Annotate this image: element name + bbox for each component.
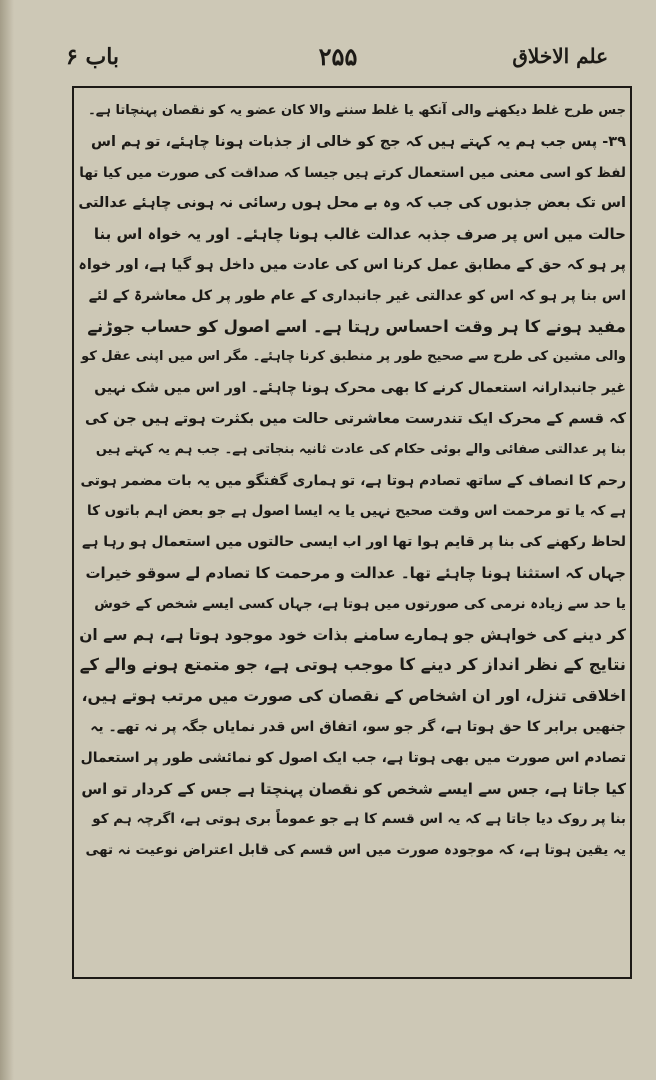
text-line: جس طرح غلط دیکھنے والی آنکھ یا غلط سننے والا کان عضو یہ کو نقصان پہنچاتا ہے۔ [88, 103, 626, 118]
text-line: والی مشین کی طرح سے صحیح طور پر منطبق کرنا چاہئے۔ مگر اس میں اپنی عقل کو [81, 349, 626, 365]
text-line: مفید ہونے کا ہر وقت احساس رہتا ہے۔ اسے اصول کو حساب جوڑنے [87, 316, 626, 336]
text-line: اس بنا پر ہو کہ اس کو عدالتی غیر جانبداری کے عام طور پر کل معاشرۃ کے لئے [88, 287, 626, 304]
text-line: ہے کہ یا تو مرحمت اس وقت صحیح نہیں یا یہ ایسا اصول ہے جو بعض اہم باتوں کا [87, 503, 626, 520]
text-line: لفظ کو اسی معنی میں استعمال کرتے ہیں جیسا کہ صداقت کی صورت میں کیا تھا [79, 164, 626, 181]
text-line: یا حد سے زیادہ نرمی کی صورتوں میں ہوتا ہے، جہاں کسی ایسے شخص کے خوش [94, 595, 626, 612]
text-line: اس تک بعض جذبوں کی جب کہ وہ بے محل ہوں رسائی نہ ہونی چاہئے عدالتی [78, 195, 626, 212]
text-line: کیا جاتا ہے، جس سے ایسے شخص کو نقصان پہنچتا ہے جس کے کردار تو اس [81, 779, 626, 798]
text-line: رحم کا انصاف کے ساتھ تصادم ہوتا ہے، تو ہماری گفتگو میں یہ بات مضمر ہوتی [80, 472, 626, 489]
page-gutter-shadow [0, 0, 14, 1080]
text-line: جہاں کہ استثنا ہونا چاہئے تھا۔ عدالت و مرحمت کا تصادم لے سوقو خیرات [85, 563, 626, 582]
text-line: ۳۹- پس جب ہم یہ کہتے ہیں کہ جج کو خالی از جذبات ہونا چاہئے، تو ہم اس [90, 133, 626, 150]
text-line: یہ یقین ہوتا ہے، کہ موجودہ صورت میں اس قسم کی قابل اعتراض نوعیت نہ تھی [85, 842, 626, 859]
body-text [78, 96, 626, 866]
text-line: نتایج کے نظر انداز کر دینے کا موجب ہوتی ہے، جو متمتع ہونے والے کے [79, 655, 626, 675]
text-line: بنا پر روک دیا جاتا ہے کہ یہ اس قسم کا ہے جو عموماً بری ہوتی ہے، اگرچہ ہم کو [92, 811, 626, 828]
text-line: کہ قسم کے محرک ایک تندرست معاشرتی حالت میں بکثرت ہوتے ہیں جن کی [85, 410, 626, 427]
text-line: بنا پر عدالتی صفائی والے بوئی حکام کی عادت ثانیہ بنجاتی ہے۔ جب ہم یہ کہتے ہیں [95, 441, 626, 457]
text-line: لحاظ رکھنے کی بنا پر قایم ہوا تھا اور اب ایسی حالتوں میں استعمال ہو رہا ہے [82, 534, 626, 551]
chapter-label: باب ۶ [66, 44, 120, 70]
text-line: اخلاقی تنزل، اور ان اشخاص کے نقصان کی صورت میں مرتب ہوتے ہیں، [81, 687, 626, 706]
text-line: تصادم اس صورت میں بھی ہوتا ہے، جب ایک اصول کو نمائشی طور پر استعمال [80, 749, 626, 766]
text-line: پر ہو کہ حق کے مطابق عمل کرنا اس کی عادت میں داخل ہو گیا ہے، اور خواہ [78, 256, 626, 273]
text-line: غیر جانبدارانہ استعمال کرنے کا بھی محرک ہونا چاہئے۔ اور اس میں شک نہیں [94, 380, 626, 397]
text-line: جنھیں برابر کا حق ہوتا ہے، گر جو سو، اتفاق اس قدر نمایاں جگہ پر نہ تھے۔ یہ [90, 718, 626, 735]
text-line: حالت میں اس پر صرف جذبہ عدالت غالب ہونا چاہئے۔ اور یہ خواہ اس بنا [93, 225, 626, 244]
page-header [60, 40, 616, 80]
page-number: ۲۵۵ [318, 42, 358, 71]
book-title: علم الاخلاق [512, 44, 608, 68]
text-line: کر دینے کی خواہش جو ہمارے سامنے بذات خود موجود ہوتا ہے، ہم سے ان [79, 625, 626, 644]
